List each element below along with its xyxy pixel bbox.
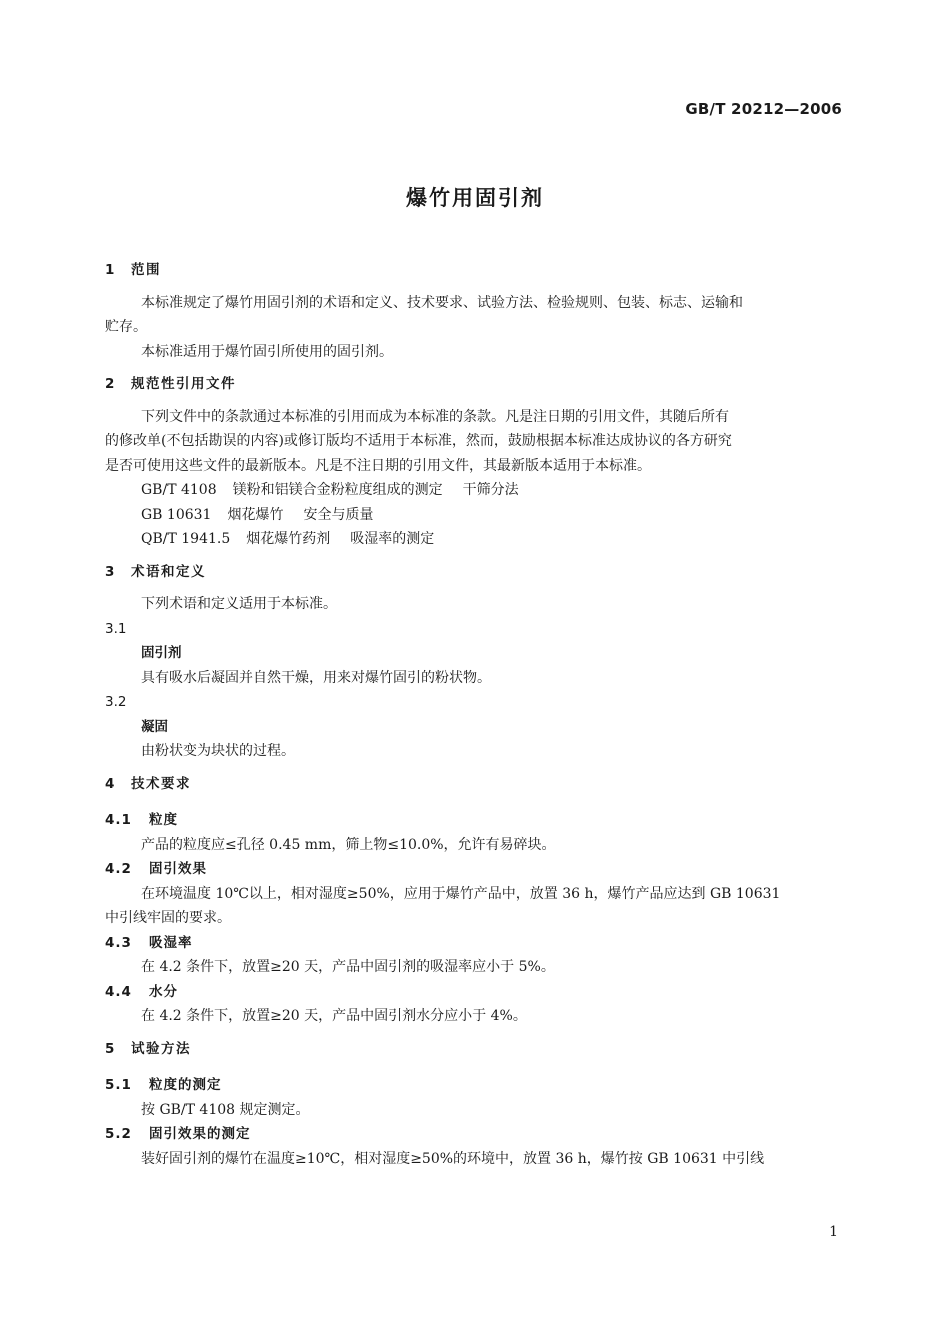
subsection-heading <box>105 1073 842 1098</box>
reference-code: GB/T 4108 <box>141 482 217 498</box>
section-title: 试验方法 <box>131 1040 191 1057</box>
section-number: 3 <box>105 563 116 580</box>
section-title: 范围 <box>131 262 161 278</box>
subsection-number: 4.3 <box>105 934 132 951</box>
page-number: 1 <box>829 1224 838 1240</box>
subsection-number: 4.2 <box>105 861 132 877</box>
reference-code: GB 10631 <box>141 506 212 523</box>
section-title: 技术要求 <box>131 775 191 792</box>
subsection-number: 4.4 <box>105 983 132 1000</box>
section-heading-normative-references <box>105 372 842 397</box>
reference-subtitle: 安全与质量 <box>303 506 374 523</box>
term-definition: 具有吸水后凝固并自然干燥，用来对爆竹固引的粉状物。 <box>141 669 491 686</box>
subsection-number: 5.1 <box>105 1077 132 1093</box>
document-body <box>105 258 842 1171</box>
section-heading-terms-definitions <box>105 560 842 585</box>
reference-title: 烟花爆竹 <box>227 506 284 523</box>
reference-item <box>105 478 842 503</box>
term-name: 凝固 <box>141 718 168 735</box>
subsection-heading <box>105 1122 842 1147</box>
paragraph-line: 装好固引剂的爆竹在温度≥10℃，相对湿度≥50%的环境中，放置 36 h，爆竹按 GB 10631 中引线 <box>141 1150 765 1167</box>
paragraph-line: 按 GB/T 4108 规定测定。 <box>141 1101 310 1118</box>
subsection-heading <box>105 980 842 1005</box>
subsection-title: 水分 <box>149 983 178 1000</box>
paragraph-line: 产品的粒度应≤孔径 0.45 mm，筛上物≤10.0%，允许有易碎块。 <box>141 836 556 853</box>
term-name: 固引剂 <box>141 645 182 661</box>
document-title: 爆竹用固引剂 <box>406 186 544 210</box>
paragraph-line: 中引线牢固的要求。 <box>105 910 231 926</box>
section-number: 1 <box>105 262 116 278</box>
subsection-heading <box>105 931 842 956</box>
reference-subtitle: 吸湿率的测定 <box>350 531 435 547</box>
paragraph-line: 是否可使用这些文件的最新版本。凡是不注日期的引用文件，其最新版本适用于本标准。 <box>105 457 651 474</box>
subsection-title: 粒度 <box>149 812 178 828</box>
term-definition: 由粉状变为块状的过程。 <box>141 743 295 759</box>
section-number: 4 <box>105 775 116 792</box>
paragraph-line: 本标准适用于爆竹固引所使用的固引剂。 <box>141 343 393 360</box>
subsection-number: 4.1 <box>105 812 132 828</box>
paragraph-line: 在 4.2 条件下，放置≥20 天，产品中固引剂水分应小于 4%。 <box>141 1008 527 1024</box>
reference-subtitle: 干筛分法 <box>462 482 519 498</box>
paragraph-line: 贮存。 <box>105 319 147 335</box>
paragraph-line: 在环境温度 10℃以上，相对湿度≥50%，应用于爆竹产品中，放置 36 h，爆竹产品应达到 GB 10631 <box>141 885 781 902</box>
subsection-number: 5.2 <box>105 1126 132 1142</box>
section-heading-technical-requirements <box>105 772 842 797</box>
standard-code: GB/T 20212—2006 <box>685 100 842 118</box>
reference-title: 烟花爆竹药剂 <box>246 531 331 547</box>
paragraph-line: 本标准规定了爆竹用固引剂的术语和定义、技术要求、试验方法、检验规则、包装、标志、运输和 <box>141 294 743 311</box>
reference-title: 镁粉和铝镁合金粉粒度组成的测定 <box>232 482 443 498</box>
paragraph-line: 下列术语和定义适用于本标准。 <box>141 596 337 612</box>
subsection-title: 粒度的测定 <box>149 1077 222 1093</box>
section-title: 术语和定义 <box>131 563 206 580</box>
reference-item <box>105 527 842 552</box>
section-heading-scope <box>105 258 842 283</box>
term-number: 3.1 <box>105 620 127 637</box>
section-number: 2 <box>105 376 116 392</box>
reference-item <box>105 503 842 528</box>
paragraph-line: 在 4.2 条件下，放置≥20 天，产品中固引剂的吸湿率应小于 5%。 <box>141 959 555 975</box>
paragraph-line: 的修改单(不包括勘误的内容)或修订版均不适用于本标准，然而，鼓励根据本标准达成协议的各方研究 <box>105 433 732 449</box>
reference-code: QB/T 1941.5 <box>141 531 231 547</box>
subsection-title: 固引效果的测定 <box>149 1126 251 1142</box>
subsection-heading <box>105 808 842 833</box>
subsection-title: 固引效果 <box>149 861 207 877</box>
term-number: 3.2 <box>105 694 127 710</box>
section-number: 5 <box>105 1040 116 1057</box>
subsection-heading <box>105 857 842 882</box>
paragraph-line: 下列文件中的条款通过本标准的引用而成为本标准的条款。凡是注日期的引用文件，其随后所有 <box>141 408 729 425</box>
section-heading-test-methods <box>105 1037 842 1062</box>
section-title: 规范性引用文件 <box>131 376 236 392</box>
subsection-title: 吸湿率 <box>149 934 193 951</box>
